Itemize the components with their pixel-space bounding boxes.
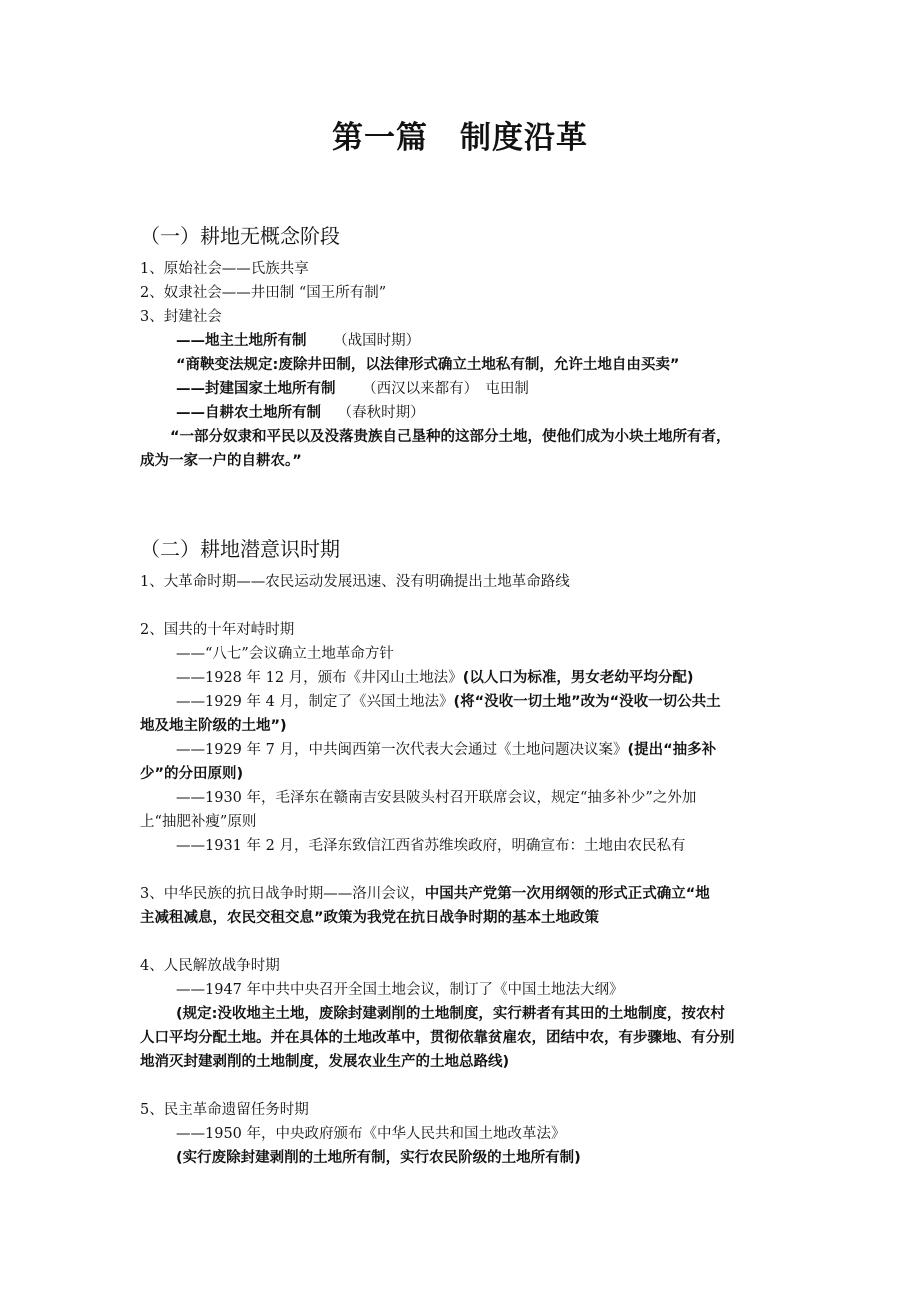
bold-text-line: 主减租减息，农民交租交息”政策为我党在抗日战争时期的基本土地政策: [140, 910, 600, 926]
text-line: [176, 691, 721, 713]
text-line: [140, 883, 710, 905]
bold-text: ——封建国家土地所有制: [176, 381, 336, 397]
text-span: ——1928 年 12 月，颁布《井冈山土地法》: [176, 670, 463, 686]
bold-text-line: (实行废除封建剥削的土地所有制，实行农民阶级的土地所有制): [176, 1150, 581, 1166]
bold-text-line: 地消灭封建剥削的土地制度，发展农业生产的土地总路线): [140, 1054, 510, 1070]
bold-text: (以人口为标准，男女老幼平均分配): [462, 670, 694, 686]
text-span: （战国时期）: [333, 333, 421, 349]
text-span: ——1929 年 4 月，制定了《兴国土地法》: [176, 694, 454, 710]
bold-text-line: 成为一家一户的自耕农。”: [140, 453, 302, 469]
text-line: ——1931 年 2 月，毛泽东致信江西省苏维埃政府，明确宣布：土地由农民私有: [176, 838, 686, 854]
text-line: [176, 739, 716, 761]
bold-text-line: “商鞅变法规定:废除井田制，以法律形式确立土地私有制，允许土地自由买卖”: [176, 357, 680, 373]
bold-text: 中国共产党第一次用纲领的形式正式确立“地: [424, 886, 710, 902]
text-line: 2、国共的十年对峙时期: [140, 622, 295, 638]
text-line: 1、原始社会——氏族共享: [140, 261, 309, 277]
text-line: ——“八七”会议确立土地革命方针: [176, 646, 394, 662]
text-line: [176, 402, 425, 424]
text-line: 4、人民解放战争时期: [140, 958, 280, 974]
bold-text-line: 少”的分田原则): [140, 766, 244, 782]
bold-text-line: (规定:没收地主土地，废除封建剥削的土地制度，实行耕者有其田的土地制度，按农村: [176, 1006, 725, 1022]
text-line: [176, 667, 693, 689]
text-line: 3、封建社会: [140, 309, 222, 325]
page-title: 第一篇 制度沿革: [332, 120, 588, 156]
section-heading-2: （二）耕地潜意识时期: [140, 537, 340, 561]
text-span: 3、中华民族的抗日战争时期——洛川会议，: [140, 886, 425, 902]
text-line: 5、民主革命遗留任务时期: [140, 1102, 309, 1118]
text-span: （春秋时期）: [337, 405, 425, 421]
text-span: （西汉以来都有） 屯田制: [362, 381, 529, 397]
text-span: ——1929 年 7 月，中共闽西第一次代表大会通过《土地问题决议案》: [176, 742, 628, 758]
text-line: 2、奴隶社会——井田制 “国王所有制”: [140, 285, 387, 301]
bold-text-line: 人口平均分配土地。并在具体的土地改革中，贯彻依靠贫雇农，团结中农，有步骤地、有分别: [140, 1030, 735, 1046]
bold-text: ——自耕农土地所有制: [176, 405, 321, 421]
text-line: ——1947 年中共中央召开全国土地会议，制订了《中国土地法大纲》: [176, 982, 624, 998]
bold-text: (将“没收一切土地”改为“没收一切公共土: [453, 694, 721, 710]
text-line: [176, 330, 420, 352]
text-line: ——1930 年，毛泽东在赣南吉安县陂头村召开联席会议，规定“抽多补少”之外加: [176, 790, 697, 806]
bold-text: (提出“抽多补: [627, 742, 717, 758]
text-line: 上“抽肥补瘦”原则: [140, 814, 257, 830]
text-line: 1、大革命时期——农民运动发展迅速、没有明确提出土地革命路线: [140, 574, 570, 590]
text-line: [176, 378, 529, 400]
bold-text-line: “一部分奴隶和平民以及没落贵族自己垦种的这部分土地，使他们成为小块土地所有者，: [170, 429, 731, 445]
bold-text: ——地主土地所有制: [176, 333, 307, 349]
text-line: ——1950 年，中央政府颁布《中华人民共和国土地改革法》: [176, 1126, 566, 1142]
bold-text-line: 地及地主阶级的土地”): [140, 718, 287, 734]
section-heading-1: （一）耕地无概念阶段: [140, 224, 340, 248]
